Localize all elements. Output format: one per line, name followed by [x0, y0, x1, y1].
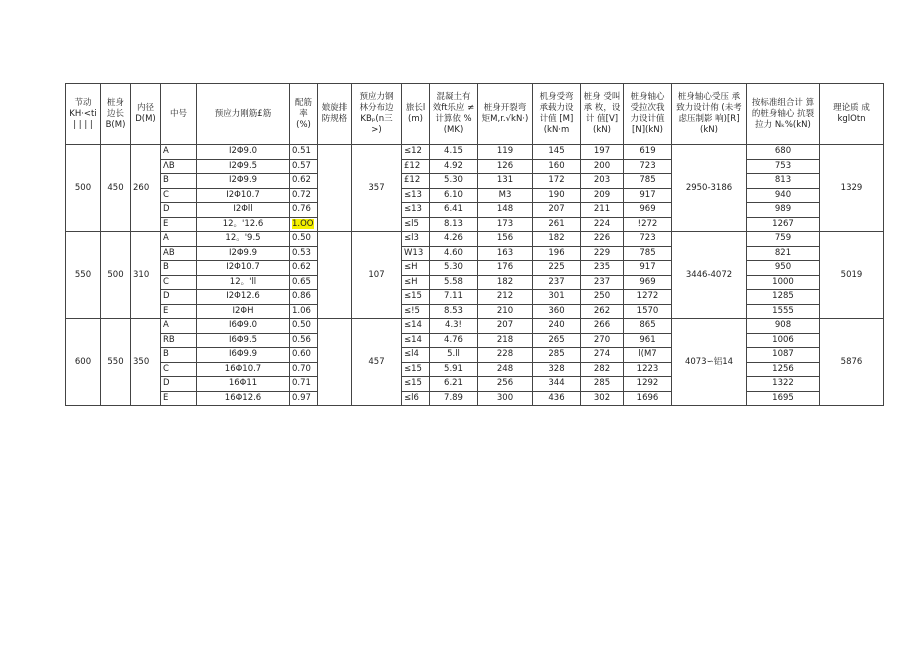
header-cell: 中号 — [161, 84, 197, 145]
cell-crack-moment: 300 — [478, 391, 533, 406]
cell-tension-capacity: 785 — [624, 246, 672, 261]
cell-crack-tension: 1267 — [747, 217, 820, 232]
cell-shear-capacity: 262 — [581, 304, 624, 319]
cell-prestress: 4.3! — [430, 319, 478, 334]
cell-model: D — [161, 203, 197, 218]
cell-pitch: 357 — [352, 145, 402, 232]
table-row — [66, 188, 884, 203]
cell-ratio: 0.50 — [290, 232, 318, 247]
cell-crack-moment: 163 — [478, 246, 533, 261]
cell-tension-capacity: 961 — [624, 333, 672, 348]
header-cell: 混凝土有 效ft乐应 ≠计算依 %(MK) — [430, 84, 478, 145]
cell-tendon: I6Φ9.5 — [197, 333, 290, 348]
cell-tension-capacity: 723 — [624, 232, 672, 247]
cell-model: A — [161, 319, 197, 334]
cell-ratio: 0.76 — [290, 203, 318, 218]
cell-side-length: 550 — [101, 319, 131, 406]
cell-shear-capacity: 274 — [581, 348, 624, 363]
cell-tendon: I2Φ9.0 — [197, 145, 290, 160]
cell-crack-tension: 1555 — [747, 304, 820, 319]
cell-inner-diameter: 310 — [131, 232, 161, 319]
cell-group-code: 600 — [66, 319, 101, 406]
cell-crack-tension: 989 — [747, 203, 820, 218]
cell-moment-capacity: 145 — [533, 145, 581, 160]
table-body — [66, 84, 884, 406]
cell-moment-capacity: 172 — [533, 174, 581, 189]
cell-crack-tension: 821 — [747, 246, 820, 261]
cell-axial-capacity: 2950-3186 — [672, 145, 747, 232]
header-row — [66, 84, 884, 145]
cell-prestress: 5.30 — [430, 261, 478, 276]
table-row — [66, 362, 884, 377]
header-cell: 内径 D(M) — [131, 84, 161, 145]
cell-crack-tension: 940 — [747, 188, 820, 203]
cell-moment-capacity: 360 — [533, 304, 581, 319]
cell-ratio: 0.53 — [290, 246, 318, 261]
cell-crack-moment: 126 — [478, 159, 533, 174]
cell-pile-length: ≤l4 — [402, 348, 430, 363]
cell-crack-tension: 908 — [747, 319, 820, 334]
cell-axial-capacity: 3446-4072 — [672, 232, 747, 319]
table-row — [66, 290, 884, 305]
cell-tension-capacity: 1272 — [624, 290, 672, 305]
cell-shear-capacity: 229 — [581, 246, 624, 261]
cell-pile-length: ≤!5 — [402, 304, 430, 319]
table-row — [66, 261, 884, 276]
cell-pile-length: ≤15 — [402, 362, 430, 377]
cell-moment-capacity: 160 — [533, 159, 581, 174]
table-row — [66, 333, 884, 348]
table-row — [66, 246, 884, 261]
cell-pile-length: ≤15 — [402, 377, 430, 392]
cell-prestress: 6.41 — [430, 203, 478, 218]
cell-tension-capacity: 1292 — [624, 377, 672, 392]
cell-shear-capacity: 197 — [581, 145, 624, 160]
cell-axial-capacity: 4073∽铝14 — [672, 319, 747, 406]
cell-crack-moment: M3 — [478, 188, 533, 203]
cell-crack-tension: 1006 — [747, 333, 820, 348]
cell-prestress: 5.30 — [430, 174, 478, 189]
cell-pitch: 457 — [352, 319, 402, 406]
cell-crack-moment: 148 — [478, 203, 533, 218]
cell-crack-moment: 156 — [478, 232, 533, 247]
cell-prestress: 4.76 — [430, 333, 478, 348]
cell-crack-tension: 1322 — [747, 377, 820, 392]
cell-shear-capacity: 266 — [581, 319, 624, 334]
cell-prestress: 4.92 — [430, 159, 478, 174]
cell-shear-capacity: 209 — [581, 188, 624, 203]
cell-tension-capacity: 1570 — [624, 304, 672, 319]
cell-pile-length: ≤14 — [402, 333, 430, 348]
cell-side-length: 500 — [101, 232, 131, 319]
cell-prestress: 5.ll — [430, 348, 478, 363]
table-row — [66, 159, 884, 174]
cell-spiral — [318, 232, 352, 319]
cell-tendon: I2Φll — [197, 203, 290, 218]
cell-tendon: I2Φ9.5 — [197, 159, 290, 174]
cell-tendon: 16Φ11 — [197, 377, 290, 392]
cell-model: B — [161, 261, 197, 276]
header-cell: 机身受弯 承载力设 计值 [M](kN·m — [533, 84, 581, 145]
cell-crack-moment: 182 — [478, 275, 533, 290]
cell-crack-moment: 228 — [478, 348, 533, 363]
cell-crack-tension: 759 — [747, 232, 820, 247]
cell-prestress: 7.11 — [430, 290, 478, 305]
cell-tension-capacity: 723 — [624, 159, 672, 174]
cell-tendon: I2Φ10.7 — [197, 188, 290, 203]
table-row — [66, 391, 884, 406]
header-cell: 桩身轴心受压 承致力设计侑 (未考虑压制影 响)[R](kN) — [672, 84, 747, 145]
cell-model: B — [161, 348, 197, 363]
cell-crack-tension: 813 — [747, 174, 820, 189]
cell-mass: 1329 — [820, 145, 884, 232]
cell-prestress: 5.58 — [430, 275, 478, 290]
cell-pile-length: ≤l5 — [402, 217, 430, 232]
cell-spiral — [318, 145, 352, 232]
header-cell: 配筋 率(%) — [290, 84, 318, 145]
cell-crack-tension: 1285 — [747, 290, 820, 305]
cell-prestress: 4.15 — [430, 145, 478, 160]
cell-ratio: 0.71 — [290, 377, 318, 392]
cell-model: ΛB — [161, 159, 197, 174]
cell-shear-capacity: 270 — [581, 333, 624, 348]
cell-crack-tension: 1256 — [747, 362, 820, 377]
cell-tendon: 16Φ12.6 — [197, 391, 290, 406]
table-row — [66, 232, 884, 247]
cell-model: E — [161, 391, 197, 406]
header-cell: 娘旋排 防规格 — [318, 84, 352, 145]
cell-group-code: 550 — [66, 232, 101, 319]
header-cell: 桩身轴心 受拉次我 力设计值 [N](kN) — [624, 84, 672, 145]
cell-tendon: 16Φ10.7 — [197, 362, 290, 377]
cell-crack-moment: 176 — [478, 261, 533, 276]
cell-model: D — [161, 290, 197, 305]
table-row — [66, 217, 884, 232]
cell-inner-diameter: 260 — [131, 145, 161, 232]
header-cell: 桩身 边长 B(M) — [101, 84, 131, 145]
cell-tendon: I2Φ9.9 — [197, 174, 290, 189]
cell-shear-capacity: 285 — [581, 377, 624, 392]
cell-tendon: I2ΦH — [197, 304, 290, 319]
header-cell: 节动 KH·<ti | | | | — [66, 84, 101, 145]
cell-crack-tension: 950 — [747, 261, 820, 276]
cell-side-length: 450 — [101, 145, 131, 232]
cell-pile-length: ≤13 — [402, 203, 430, 218]
cell-ratio: 0.70 — [290, 362, 318, 377]
cell-ratio: 0.56 — [290, 333, 318, 348]
cell-ratio: 0.72 — [290, 188, 318, 203]
header-cell: 按标准组合计 算的桩身轴心 抗裂拉力 Nₖ%(kN) — [747, 84, 820, 145]
cell-prestress: 7.89 — [430, 391, 478, 406]
cell-crack-moment: 212 — [478, 290, 533, 305]
cell-ratio: 0.60 — [290, 348, 318, 363]
cell-mass: 5876 — [820, 319, 884, 406]
cell-pile-length: ≤13 — [402, 188, 430, 203]
cell-ratio: 0.86 — [290, 290, 318, 305]
cell-crack-moment: 218 — [478, 333, 533, 348]
table-row — [66, 348, 884, 363]
cell-group-code: 500 — [66, 145, 101, 232]
header-cell: 预应力刚筋£筋 — [197, 84, 290, 145]
cell-ratio: 0.51 — [290, 145, 318, 160]
cell-tendon: 12。'9.5 — [197, 232, 290, 247]
table-row — [66, 174, 884, 189]
cell-model: A — [161, 145, 197, 160]
cell-moment-capacity: 285 — [533, 348, 581, 363]
cell-pile-length: ≤15 — [402, 290, 430, 305]
cell-pile-length: ≤l6 — [402, 391, 430, 406]
cell-prestress: 6.10 — [430, 188, 478, 203]
cell-crack-moment: 119 — [478, 145, 533, 160]
cell-crack-moment: 256 — [478, 377, 533, 392]
header-cell: 桩身开裂弯 矩M,r.√kN·) — [478, 84, 533, 145]
cell-mass: 5019 — [820, 232, 884, 319]
cell-ratio: 0.50 — [290, 319, 318, 334]
cell-moment-capacity: 261 — [533, 217, 581, 232]
cell-model: D — [161, 377, 197, 392]
cell-crack-tension: 1695 — [747, 391, 820, 406]
cell-moment-capacity: 328 — [533, 362, 581, 377]
cell-tension-capacity: 619 — [624, 145, 672, 160]
cell-tendon: I6Φ9.0 — [197, 319, 290, 334]
cell-pile-length: £12 — [402, 174, 430, 189]
cell-crack-tension: 753 — [747, 159, 820, 174]
cell-shear-capacity: 250 — [581, 290, 624, 305]
cell-crack-moment: 248 — [478, 362, 533, 377]
cell-moment-capacity: 190 — [533, 188, 581, 203]
cell-prestress: 6.21 — [430, 377, 478, 392]
cell-crack-moment: 131 — [478, 174, 533, 189]
cell-model: C — [161, 188, 197, 203]
cell-tension-capacity: 785 — [624, 174, 672, 189]
cell-moment-capacity: 344 — [533, 377, 581, 392]
cell-crack-tension: 680 — [747, 145, 820, 160]
cell-pitch: 107 — [352, 232, 402, 319]
cell-moment-capacity: 436 — [533, 391, 581, 406]
ratio-highlight: 1.OO — [292, 218, 314, 229]
cell-model: C — [161, 275, 197, 290]
cell-tension-capacity: l(M7 — [624, 348, 672, 363]
cell-tendon: I6Φ9.9 — [197, 348, 290, 363]
header-cell: 旅长l (m) — [402, 84, 430, 145]
cell-tendon: I2Φ12.6 — [197, 290, 290, 305]
cell-inner-diameter: 350 — [131, 319, 161, 406]
cell-model: AB — [161, 246, 197, 261]
cell-ratio — [290, 217, 318, 232]
cell-tension-capacity: 969 — [624, 203, 672, 218]
cell-pile-length: ≤12 — [402, 145, 430, 160]
cell-tendon: I2Φ9.9 — [197, 246, 290, 261]
cell-tension-capacity: 1696 — [624, 391, 672, 406]
table-row — [66, 304, 884, 319]
cell-pile-length: W13 — [402, 246, 430, 261]
cell-moment-capacity: 240 — [533, 319, 581, 334]
cell-moment-capacity: 182 — [533, 232, 581, 247]
cell-prestress: 4.26 — [430, 232, 478, 247]
cell-tendon: 12。'll — [197, 275, 290, 290]
cell-prestress: 5.91 — [430, 362, 478, 377]
table-row — [66, 319, 884, 334]
cell-pile-length: ≤H — [402, 275, 430, 290]
cell-pile-length: ≤14 — [402, 319, 430, 334]
cell-tension-capacity: !272 — [624, 217, 672, 232]
cell-ratio: 0.62 — [290, 261, 318, 276]
cell-ratio: 0.57 — [290, 159, 318, 174]
cell-ratio: 0.62 — [290, 174, 318, 189]
table-row — [66, 377, 884, 392]
cell-moment-capacity: 196 — [533, 246, 581, 261]
cell-tendon: 12。'12.6 — [197, 217, 290, 232]
cell-shear-capacity: 200 — [581, 159, 624, 174]
cell-prestress: 8.13 — [430, 217, 478, 232]
cell-ratio: 0.97 — [290, 391, 318, 406]
cell-prestress: 8.53 — [430, 304, 478, 319]
cell-crack-tension: 1000 — [747, 275, 820, 290]
cell-shear-capacity: 235 — [581, 261, 624, 276]
cell-crack-tension: 1087 — [747, 348, 820, 363]
cell-model: B — [161, 174, 197, 189]
cell-prestress: 4.60 — [430, 246, 478, 261]
cell-moment-capacity: 237 — [533, 275, 581, 290]
cell-model: RB — [161, 333, 197, 348]
cell-model: C — [161, 362, 197, 377]
cell-shear-capacity: 237 — [581, 275, 624, 290]
cell-ratio: 0.65 — [290, 275, 318, 290]
cell-moment-capacity: 207 — [533, 203, 581, 218]
cell-moment-capacity: 301 — [533, 290, 581, 305]
header-cell: 桩身 受叫承 枚，设计 值[V](kN) — [581, 84, 624, 145]
cell-tendon: I2Φ10.7 — [197, 261, 290, 276]
cell-crack-moment: 210 — [478, 304, 533, 319]
cell-moment-capacity: 265 — [533, 333, 581, 348]
table-row — [66, 145, 884, 160]
cell-tension-capacity: 865 — [624, 319, 672, 334]
cell-pile-length: £12 — [402, 159, 430, 174]
cell-moment-capacity: 225 — [533, 261, 581, 276]
cell-model: A — [161, 232, 197, 247]
cell-tension-capacity: 1223 — [624, 362, 672, 377]
table-row — [66, 203, 884, 218]
header-cell: 理论质 成kglOtn — [820, 84, 884, 145]
table-row — [66, 275, 884, 290]
cell-shear-capacity: 226 — [581, 232, 624, 247]
pile-spec-table — [65, 83, 884, 406]
cell-shear-capacity: 203 — [581, 174, 624, 189]
cell-spiral — [318, 319, 352, 406]
cell-pile-length: ≤l3 — [402, 232, 430, 247]
cell-ratio: 1.06 — [290, 304, 318, 319]
cell-model: E — [161, 217, 197, 232]
cell-tension-capacity: 917 — [624, 188, 672, 203]
cell-shear-capacity: 282 — [581, 362, 624, 377]
cell-shear-capacity: 302 — [581, 391, 624, 406]
cell-tension-capacity: 917 — [624, 261, 672, 276]
header-cell: 预应力钢 林分布边 KBₚ(n三 >) — [352, 84, 402, 145]
cell-shear-capacity: 211 — [581, 203, 624, 218]
cell-crack-moment: 173 — [478, 217, 533, 232]
cell-crack-moment: 207 — [478, 319, 533, 334]
cell-tension-capacity: 969 — [624, 275, 672, 290]
cell-model: E — [161, 304, 197, 319]
cell-pile-length: ≤H — [402, 261, 430, 276]
cell-shear-capacity: 224 — [581, 217, 624, 232]
